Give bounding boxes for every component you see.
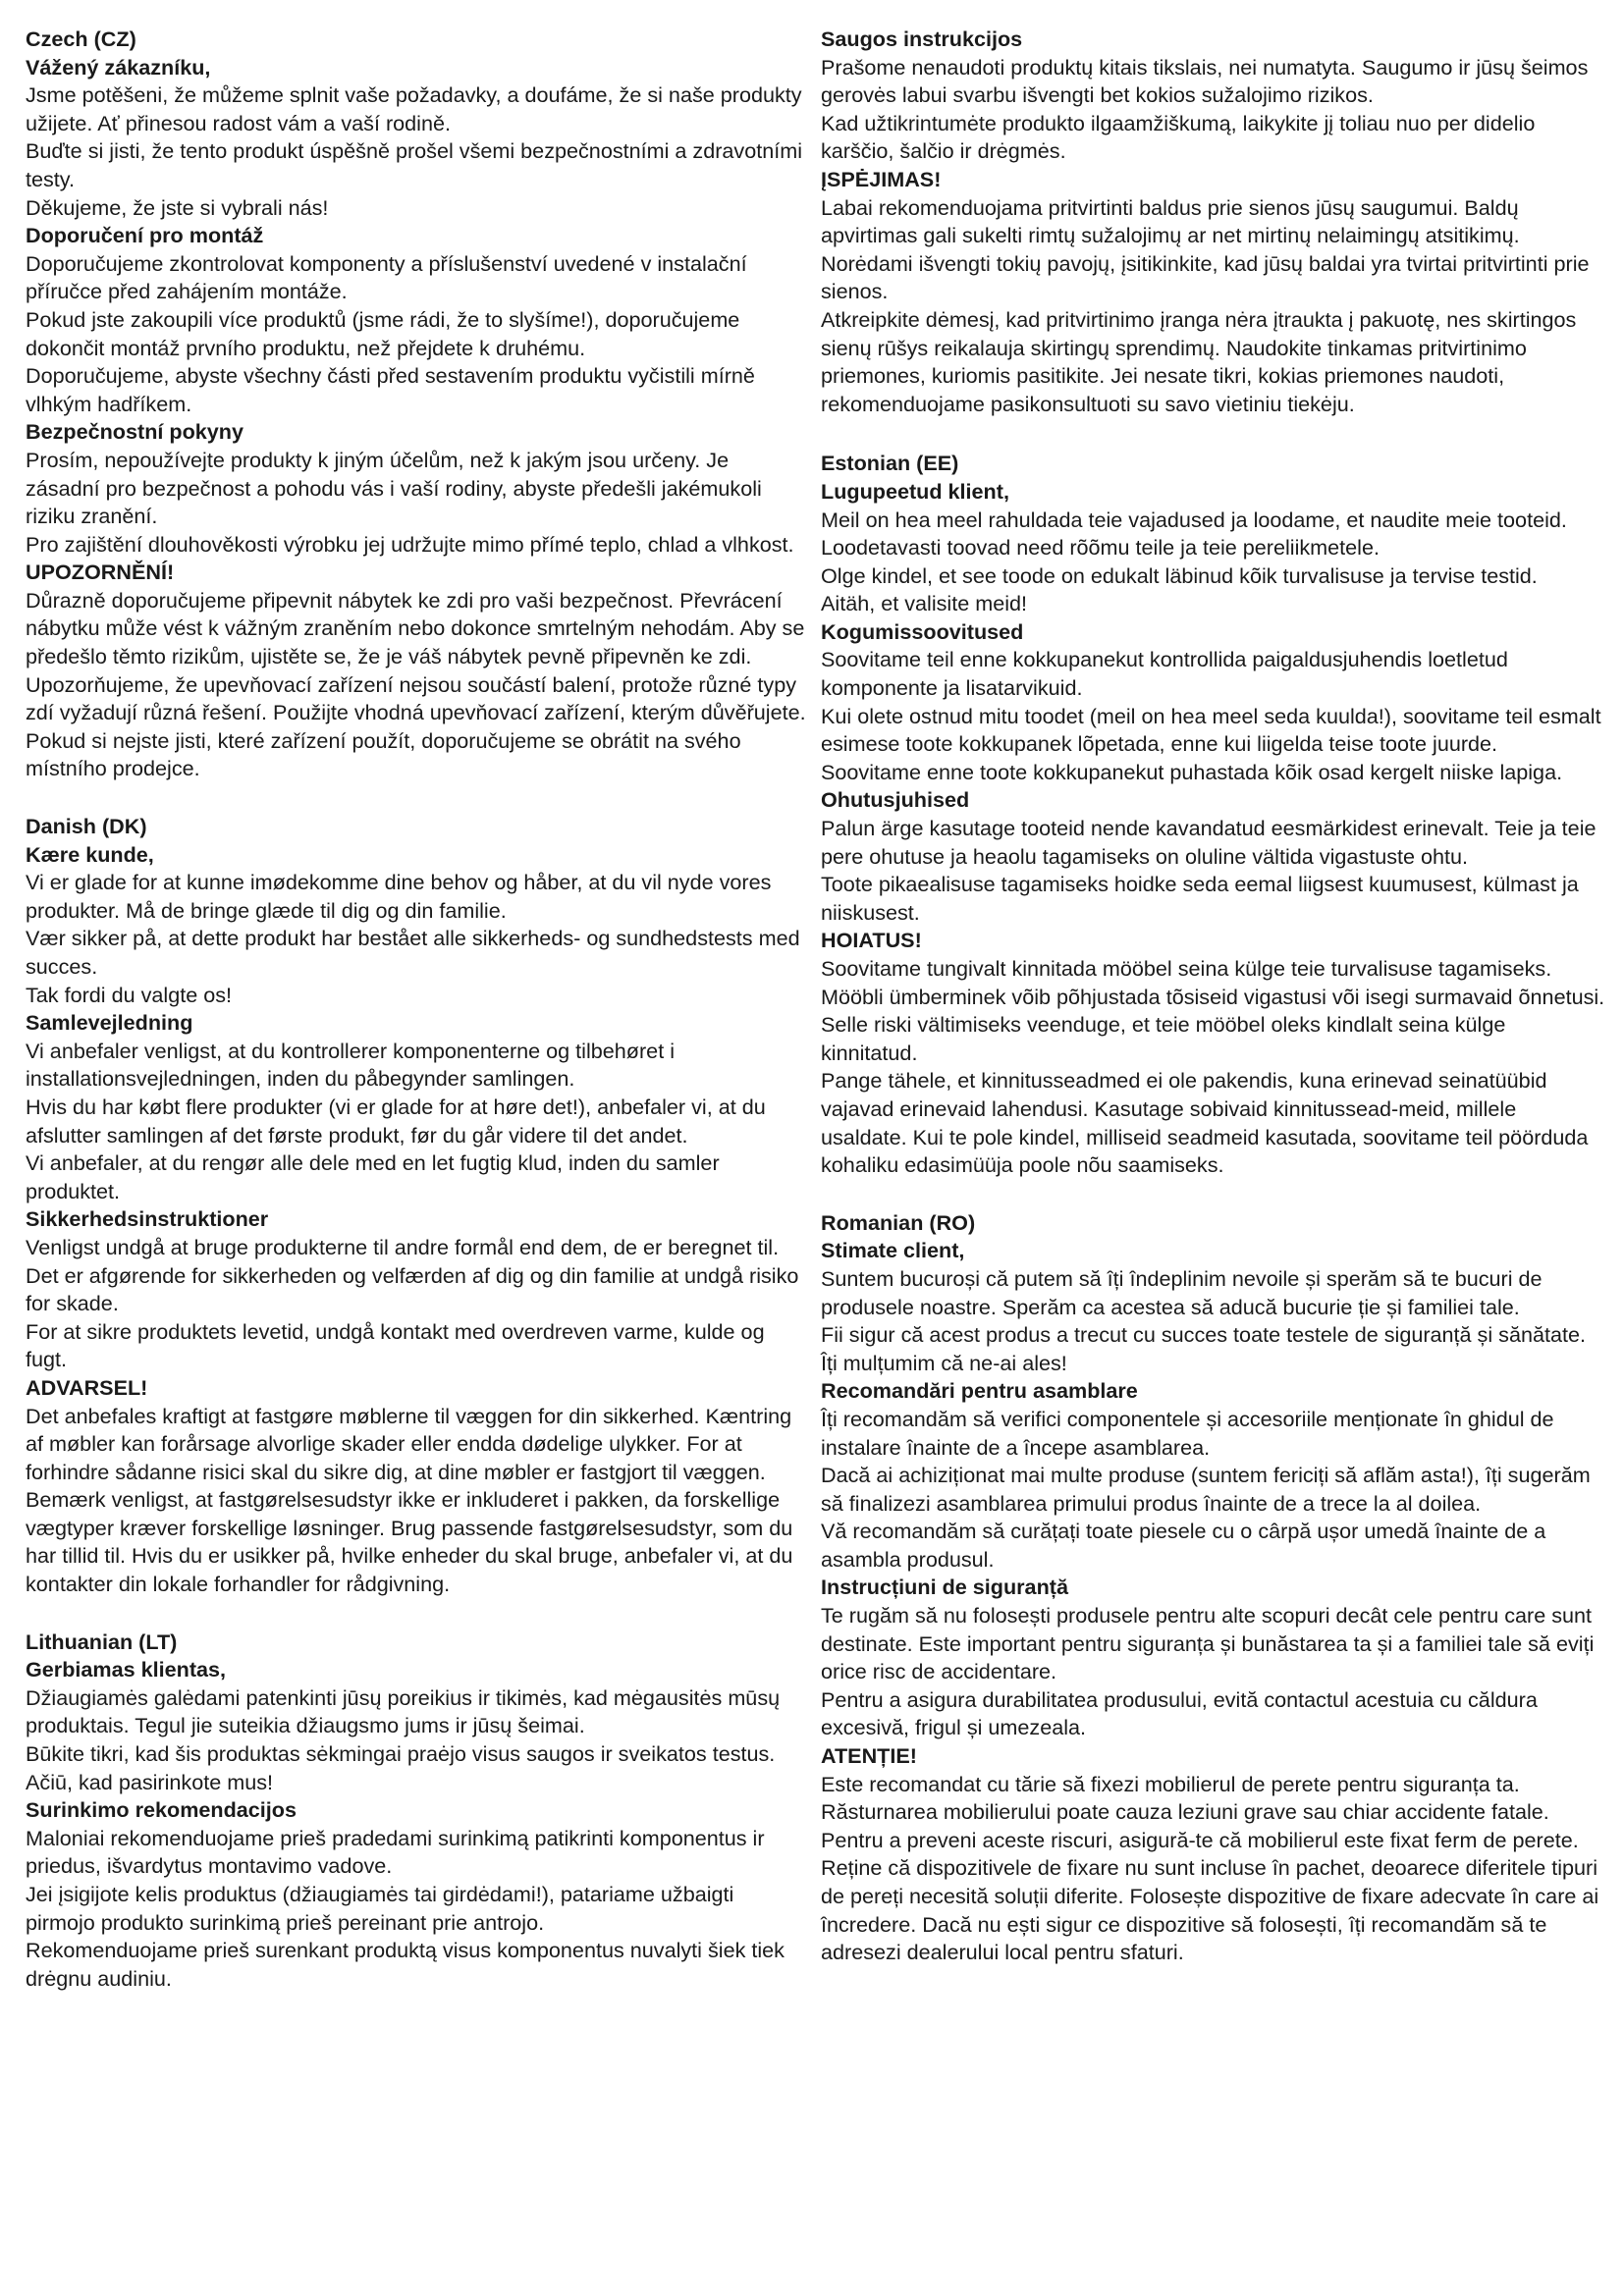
section-heading: HOIATUS!: [821, 928, 922, 953]
paragraph: Suntem bucuroși că putem să îți îndeplinim nevoile și sperăm să te bucuri de produsele noastre. Sperăm ca acestea să aducă bucurie ție și familiei tale.: [821, 1265, 1543, 1319]
manual-page: [26, 26, 1606, 2283]
section-heading: Vážený zákazníku,: [26, 54, 211, 80]
paragraph: Labai rekomenduojama pritvirtinti baldus prie sienos jūsų saugumui. Baldų apvirtimas gali sukelti rimtų sužalojimų ar net mirtinų nelaimingų atsitikimų. Norėdami išvengti tokių pavojų, įsitikinkite, kad jūsų baldai yra tvirtai pritvirtinti prie sienos.: [821, 194, 1590, 304]
language-heading: Estonian (EE): [821, 451, 959, 476]
paragraph: Atkreipkite dėmesį, kad pritvirtinimo įranga nėra įtraukta į pakuotę, nes skirtingos sienų rūšys reikalauja skirtingų sprendimų. Naudokite tinkamas pritvirtinimo priemones, kuriomis pasitikite. Jei nesate tikri, kokias priemones naudoti, rekomenduojame pasikonsultuoti su savo vietiniu tiekėju.: [821, 306, 1577, 416]
language-section: [26, 26, 806, 783]
paragraph: Vi anbefaler, at du rengør alle dele med en let fugtig klud, inden du samler produktet.: [26, 1150, 720, 1203]
section-heading: Doporučení pro montáž: [26, 223, 264, 248]
paragraph: Det er afgørende for sikkerheden og velfærden af dig og din familie at undgå risiko for skade.: [26, 1262, 799, 1316]
paragraph: Soovitame tungivalt kinnitada mööbel seina külge teie turvalisuse tagamiseks. Mööbli ümberminek võib põhjustada tõsiseid vigastusi või isegi surmavaid õnnetusi. Selle riski vältimiseks veenduge, et teie mööbel oleks kindlalt seina külge kinnitatud.: [821, 956, 1605, 1065]
paragraph: Pro zajištění dlouhověkosti výrobku jej udržujte mimo přímé teplo, chlad a vlhkost.: [26, 531, 794, 557]
section-heading: Saugos instrukcijos: [821, 27, 1023, 51]
language-section: [821, 26, 1606, 418]
paragraph: Doporučujeme zkontrolovat komponenty a příslušenství uvedené v instalační příručce před zahájením montáže.: [26, 250, 747, 304]
paragraph: Děkujeme, že jste si vybrali nás!: [26, 194, 329, 220]
language-section: [821, 450, 1606, 1179]
section-heading: Gerbiamas klientas,: [26, 1657, 227, 1682]
paragraph: Upozorňujeme, že upevňovací zařízení nejsou součástí balení, protože různé typy zdí vyžadují různá řešení. Použijte vhodná upevňovací zařízení, kterým důvěřujete. Pokud si nejste jisti, které zařízení použít, doporučujeme se obrátit na svého místního prodejce.: [26, 671, 806, 781]
paragraph: Buďte si jisti, že tento produkt úspěšně prošel všemi bezpečnostními a zdravotními testy.: [26, 138, 803, 191]
paragraph: Kad užtikrintumėte produkto ilgaamžiškumą, laikykite jį toliau nuo per didelio karščio, šalčio ir drėgmės.: [821, 110, 1536, 164]
paragraph: Vă recomandăm să curățați toate piesele cu o cârpă ușor umedă înainte de a asambla produsul.: [821, 1519, 1546, 1572]
paragraph: Reține că dispozitivele de fixare nu sunt incluse în pachet, deoarece diferitele tipuri de pereți necesită soluții diferite. Folosește dispozitive de fixare adecvate în care ai încredere. Dacă nu ești sigur ce dispozitive să folosești, îți recomandăm să te adresezi dealerului local pentru sfaturi.: [821, 1855, 1599, 1965]
paragraph: Soovitame enne toote kokkupanekut puhastada kõik osad kergelt niiske lapiga.: [821, 759, 1563, 784]
section-heading: Ohutusjuhised: [821, 787, 970, 813]
paragraph: Doporučujeme, abyste všechny části před sestavením produktu vyčistili mírně vlhkým hadříkem.: [26, 363, 755, 416]
language-heading: Lithuanian (LT): [26, 1629, 178, 1654]
section-heading: Recomandări pentru asamblare: [821, 1378, 1138, 1404]
section-heading: Instrucțiuni de siguranță: [821, 1575, 1068, 1600]
language-section: [26, 1629, 806, 1994]
paragraph: Prosím, nepoužívejte produkty k jiným účelům, než k jakým jsou určeny. Je zásadní pro bezpečnost a pohodu vás i vaší rodiny, abyste předešli jakémukoli riziku zranění.: [26, 447, 762, 529]
paragraph: Îți recomandăm să verifici componentele și accesoriile menționate în ghidul de instalare înainte de a începe asamblarea.: [821, 1406, 1554, 1460]
paragraph: Maloniai rekomenduojame prieš pradedami surinkimą patikrinti komponentus ir priedus, išvardytus montavimo vadove.: [26, 1825, 765, 1879]
language-heading: Czech (CZ): [26, 27, 136, 51]
paragraph: Jei įsigijote kelis produktus (džiaugiamės tai girdėdami!), patariame užbaigti pirmojo produkto surinkimą prieš pereinant prie antrojo.: [26, 1882, 734, 1935]
section-heading: UPOZORNĚNÍ!: [26, 560, 175, 585]
language-section: [821, 1209, 1606, 1967]
section-heading: Surinkimo rekomendacijos: [26, 1797, 298, 1823]
paragraph: Pentru a asigura durabilitatea produsului, evită contactul acestuia cu căldura excesivă, frigul și umezeala.: [821, 1686, 1538, 1740]
paragraph: Venligst undgå at bruge produkterne til andre formål end dem, de er beregnet til.: [26, 1234, 780, 1259]
paragraph: Olge kindel, et see toode on edukalt läbinud kõik turvalisuse ja tervise testid.: [821, 562, 1538, 588]
section-heading: Stimate client,: [821, 1238, 965, 1263]
paragraph: Kui olete ostnud mitu toodet (meil on hea meel seda kuulda!), soovitame teil esmalt esimese toote kokkupanek lõpetada, enne kui liigelda teise toote juurde.: [821, 703, 1601, 757]
section-heading: Samlevejledning: [26, 1010, 193, 1036]
language-heading: Romanian (RO): [821, 1209, 976, 1235]
paragraph: Jsme potěšeni, že můžeme splnit vaše požadavky, a doufáme, že si naše produkty užijete. Ať přinesou radost vám a vaší rodině.: [26, 82, 802, 135]
paragraph: Bemærk venligst, at fastgørelsesudstyr ikke er inkluderet i pakken, da forskellige vægtyper kræver forskellige løsninger. Brug passende fastgørelsesudstyr, som du har tillid til. Hvis du er usikker på, hvilke enheder du skal bruge, anbefaler vi, at du kontakter din lokale forhandler for rådgivning.: [26, 1487, 793, 1597]
paragraph: Prašome nenaudoti produktų kitais tikslais, nei numatyta. Saugumo ir jūsų šeimos gerovės labui svarbu išvengti bet kokios sužalojimo rizikos.: [821, 54, 1589, 108]
paragraph: Meil on hea meel rahuldada teie vajadused ja loodame, et naudite meie tooteid. Loodetavasti toovad need rõõmu teile ja teie pereliikmetele.: [821, 507, 1567, 561]
section-heading: Sikkerhedsinstruktioner: [26, 1206, 269, 1232]
paragraph: For at sikre produktets levetid, undgå kontakt med overdreven varme, kulde og fugt.: [26, 1318, 765, 1372]
paragraph: Det anbefales kraftigt at fastgøre møblerne til væggen for din sikkerhed. Kæntring af møbler kan forårsage alvorlige skader eller endda dødelige ulykker. For at forhindre sådanne risici skal du sikre dig, at dine møbler er fastgjort til væggen.: [26, 1403, 792, 1484]
paragraph: Toote pikaealisuse tagamiseks hoidke seda eemal liigsest kuumusest, külmast ja niiskusest.: [821, 872, 1579, 925]
paragraph: Soovitame teil enne kokkupanekut kontrollida paigaldusjuhendis loetletud komponente ja lisatarvikuid.: [821, 647, 1508, 701]
language-heading: Danish (DK): [26, 814, 147, 839]
section-heading: Kære kunde,: [26, 841, 154, 867]
section-heading: ATENȚIE!: [821, 1743, 917, 1769]
paragraph: Te rugăm să nu folosești produsele pentru alte scopuri decât cele pentru care sunt destinate. Este important pentru siguranța și bunăstarea ta și a familiei tale să eviți orice risc de accidentare.: [821, 1603, 1595, 1684]
paragraph: Pokud jste zakoupili více produktů (jsme rádi, že to slyšíme!), doporučujeme dokončit montáž prvního produktu, než přejdete k druhému.: [26, 306, 740, 360]
paragraph: Důrazně doporučujeme připevnit nábytek ke zdi pro vaši bezpečnost. Převrácení nábytku může vést k vážným zraněním nebo dokonce smrtelným nehodám. Aby se předešlo těmto rizikům, ujistěte se, že je váš nábytek pevně připevněn ke zdi.: [26, 587, 805, 669]
paragraph: Vi anbefaler venligst, at du kontrollerer komponenterne og tilbehøret i installationsvejledningen, inden du påbegynder samlingen.: [26, 1038, 675, 1092]
paragraph: Fii sigur că acest produs a trecut cu succes toate testele de siguranță și sănătate.: [821, 1322, 1586, 1348]
paragraph: Îți mulțumim că ne-ai ales!: [821, 1350, 1067, 1375]
section-heading: ADVARSEL!: [26, 1374, 148, 1400]
language-section: [26, 813, 806, 1599]
paragraph: Palun ärge kasutage tooteid nende kavandatud eesmärkidest erinevalt. Teie ja teie pere ohutuse ja heaolu tagamiseks on oluline vältida vigastuste ohtu.: [821, 816, 1597, 869]
right-column: [821, 26, 1606, 2283]
paragraph: Hvis du har købt flere produkter (vi er glade for at høre det!), anbefaler vi, at du afslutter samlingen af det første produkt, før du går videre til det andet.: [26, 1094, 766, 1148]
paragraph: Vi er glade for at kunne imødekomme dine behov og håber, at du vil nyde vores produkter. Må de bringe glæde til dig og din familie.: [26, 870, 772, 923]
section-heading: Lugupeetud klient,: [821, 478, 1009, 504]
left-column: [26, 26, 806, 2283]
paragraph: Este recomandat cu tărie să fixezi mobilierul de perete pentru siguranța ta. Răsturnarea mobilierului poate cauza leziuni grave sau chiar accidente fatale. Pentru a preveni aceste riscuri, asigură-te că mobilierul este fixat ferm de perete.: [821, 1771, 1579, 1852]
section-heading: Kogumissoovitused: [821, 618, 1024, 644]
paragraph: Pange tähele, et kinnitusseadmed ei ole pakendis, kuna erinevad seinatüübid vajavad erinevaid lahendusi. Kasutage sobivaid kinnitussead-meid, millele usaldate. Kui te pole kindel, milliseid seadmeid kasutada, soovitame teil pöörduda kohaliku edasimüüja poole nõu saamiseks.: [821, 1068, 1589, 1178]
paragraph: Būkite tikri, kad šis produktas sėkmingai praėjo visus saugos ir sveikatos testus.: [26, 1741, 776, 1767]
paragraph: Tak fordi du valgte os!: [26, 982, 233, 1007]
paragraph: Vær sikker på, at dette produkt har bestået alle sikkerheds- og sundhedstests med succes.: [26, 926, 800, 979]
section-heading: ĮSPĖJIMAS!: [821, 166, 942, 191]
paragraph: Džiaugiamės galėdami patenkinti jūsų poreikius ir tikimės, kad mėgausitės mūsų produktais. Tegul jie suteikia džiaugsmo jums ir jūsų šeimai.: [26, 1684, 781, 1738]
paragraph: Rekomenduojame prieš surenkant produktą visus komponentus nuvalyti šiek tiek drėgnu audiniu.: [26, 1938, 785, 1991]
paragraph: Ačiū, kad pasirinkote mus!: [26, 1769, 274, 1794]
paragraph: Dacă ai achiziționat mai multe produse (suntem fericiți să aflăm asta!), îți sugerăm să finalizezi asamblarea primului produs înainte de a trece la al doilea.: [821, 1463, 1591, 1516]
paragraph: Aitäh, et valisite meid!: [821, 591, 1028, 616]
section-heading: Bezpečnostní pokyny: [26, 419, 244, 445]
